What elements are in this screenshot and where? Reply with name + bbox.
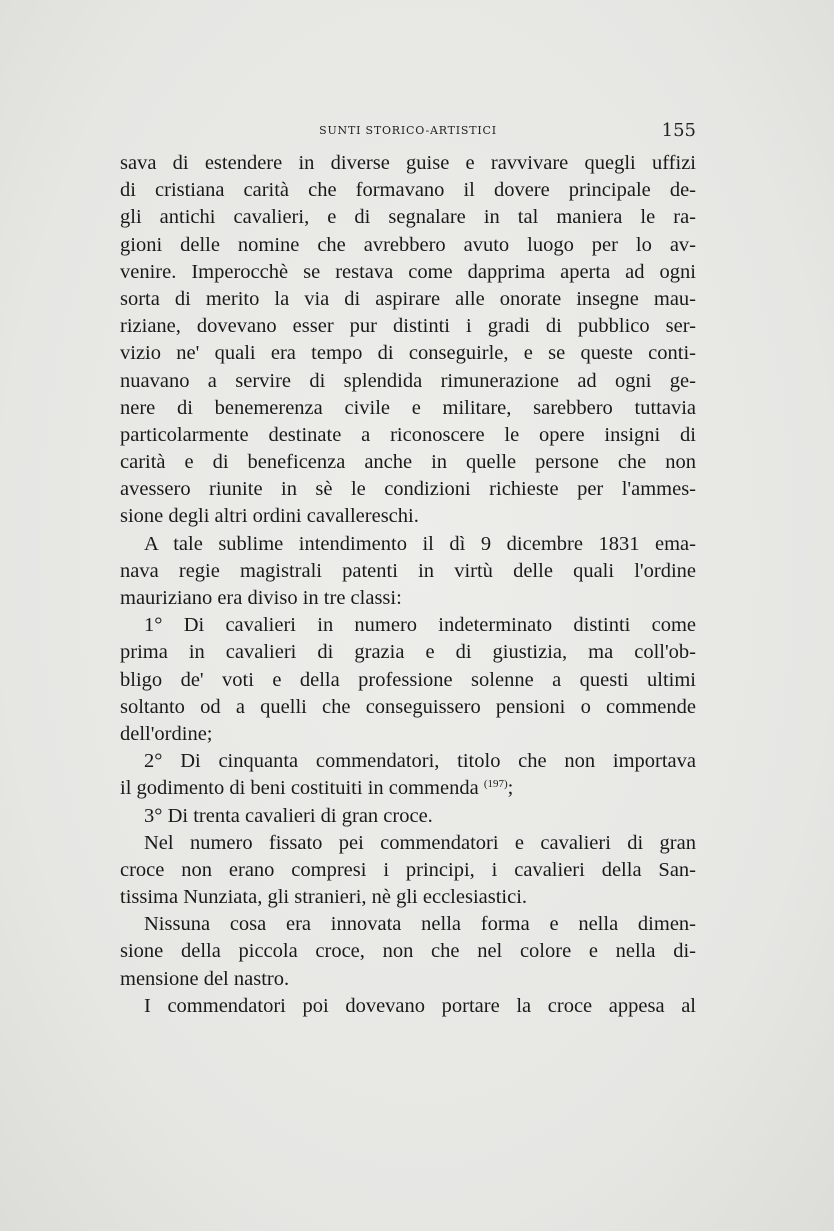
text-line: gli antichi cavalieri, e di segnalare in tal maniera le ra- [120, 206, 696, 229]
text-line: Nel numero fissato pei commendatori e cavalieri di gran [144, 831, 696, 854]
text-line: 3° Di trenta cavalieri di gran croce. [144, 804, 433, 827]
text-line: tissima Nunziata, gli stranieri, nè gli ecclesiastici. [120, 886, 528, 909]
text-line: particolarmente destinate a riconoscere le opere insigni di [120, 423, 696, 446]
text-line: mensione del nastro. [120, 967, 290, 990]
text-line: 1° Di cavalieri in numero indeterminato distinti come [144, 614, 696, 637]
text-line: venire. Imperocchè se restava come dapprima aperta ad ogni [120, 260, 696, 283]
text-line: sione della piccola croce, non che nel colore e nella di- [120, 940, 696, 963]
text-line: Nissuna cosa era innovata nella forma e nella dimen- [144, 913, 696, 936]
page-header [120, 120, 696, 146]
text-line: nuavano a servire di splendida rimunerazione ad ogni ge- [120, 369, 696, 392]
text-line: 2° Di cinquanta commendatori, titolo che non importava [144, 750, 696, 773]
text-segment: il godimento di beni costituiti in commenda [120, 777, 479, 800]
text-line: sava di estendere in diverse guise e ravvivare quegli uffizi [120, 152, 696, 174]
text-line: dell'ordine; [120, 722, 213, 745]
text-line: nava regie magistrali patenti in virtù delle quali l'ordine [120, 559, 696, 582]
text-line: vizio ne' quali era tempo di conseguirle, e se queste conti- [120, 342, 696, 365]
text-line: A tale sublime intendimento il dì 9 dicembre 1831 ema- [144, 532, 696, 555]
footnote-reference: (197) [483, 778, 508, 791]
text-line: riziane, dovevano esser pur distinti i gradi di pubblico ser- [120, 315, 696, 338]
punctuation: ; [507, 777, 514, 800]
text-line: soltanto od a quelli che conseguissero pensioni o commende [120, 695, 696, 718]
text-line: croce non erano compresi i principi, i cavalieri della San- [120, 858, 696, 881]
text-line: mauriziano era diviso in tre classi: [120, 587, 402, 609]
page-number: 155 [661, 120, 696, 141]
text-line: I commendatori poi dovevano portare la croce appesa al [144, 994, 696, 1017]
running-title: SUNTI STORICO-ARTISTICI [319, 124, 497, 137]
text-line: gioni delle nomine che avrebbero avuto luogo per lo av- [120, 233, 696, 256]
text-line: nere di benemerenza civile e militare, sarebbero tuttavia [120, 396, 696, 419]
body-text [120, 150, 696, 1020]
text-line: sione degli altri ordini cavallereschi. [120, 505, 419, 528]
text-line: sorta di merito la via di aspirare alle onorate insegne mau- [120, 287, 696, 310]
text-line-with-footnote [120, 775, 696, 802]
text-line: carità e di beneficenza anche in quelle persone che non [120, 451, 696, 474]
text-line: avessero riunite in sè le condizioni richieste per l'ammes- [120, 478, 696, 501]
text-line: prima in cavalieri di grazia e di giustizia, ma coll'ob- [120, 641, 696, 664]
text-line: bligo de' voti e della professione solenne a questi ultimi [120, 668, 696, 691]
text-line: di cristiana carità che formavano il dovere principale de- [120, 179, 696, 202]
